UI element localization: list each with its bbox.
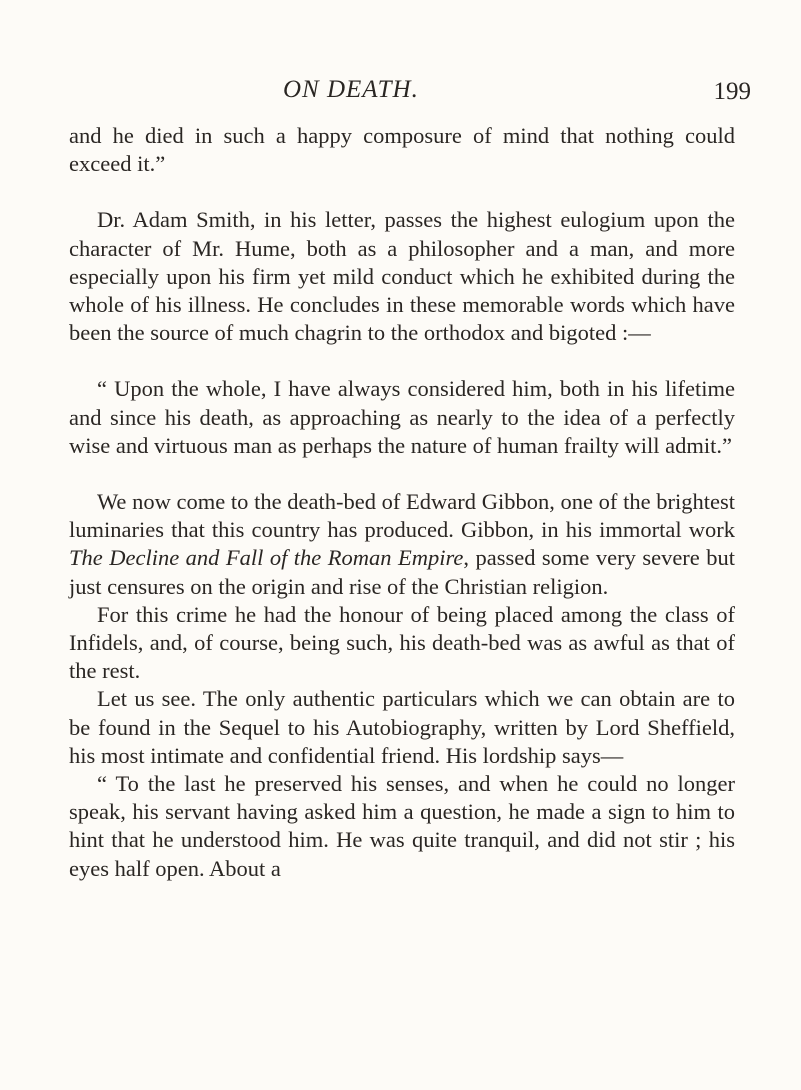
- paragraph-continuation: and he died in such a happy composure of mind that nothing could exceed it.”: [69, 123, 735, 177]
- body-text: [69, 122, 735, 883]
- paragraph-quotation-sheffield: “ To the last he preserved his senses, and when he could no longer speak, his servant having asked him a question, he made a sign to him to hint that he understood him. He was quite tranquil, and did not stir ; his eyes half open. About a: [69, 771, 735, 881]
- paragraph-infidels: For this crime he had the honour of being placed among the class of Infidels, and, of course, being such, his death-bed was as awful as that of the rest.: [69, 601, 735, 684]
- book-title: The Decline and Fall of the Roman Empire: [69, 545, 464, 571]
- gibbon-text-before-title: We now come to the death-bed of Edward Gibbon, one of the brightest luminaries that this country has produced. Gibbon, in his immortal work: [69, 489, 735, 543]
- paragraph-gibbon: [69, 488, 735, 601]
- page-number: 199: [713, 78, 751, 105]
- page-header: [0, 76, 801, 108]
- paragraph-quotation-smith: “ Upon the whole, I have always considered him, both in his lifetime and since his death, as approaching as nearly to the idea of a perfectly wise and virtuous man as perhaps the nature of human frailty will admit.”: [69, 376, 735, 458]
- gibbon-text-after-title: , passed some very severe but just censures on the origin and rise of the Christian religion.: [69, 545, 736, 599]
- paragraph-sheffield: Let us see. The only authentic particulars which we can obtain are to be found in the Sequel to his Autobiography, written by Lord Sheffield, his most intimate and confidential friend. His lordship says—: [69, 686, 735, 768]
- paragraph-adam-smith: Dr. Adam Smith, in his letter, passes the highest eulogium upon the character of Mr. Hume, both as a philosopher and a man, and more especially upon his firm yet mild conduct which he exhibited during the whole of his illness. He concludes in these memorable words which have been the source of much chagrin to the orthodox and bigoted :—: [69, 207, 735, 346]
- running-head: ON DEATH.: [283, 76, 419, 103]
